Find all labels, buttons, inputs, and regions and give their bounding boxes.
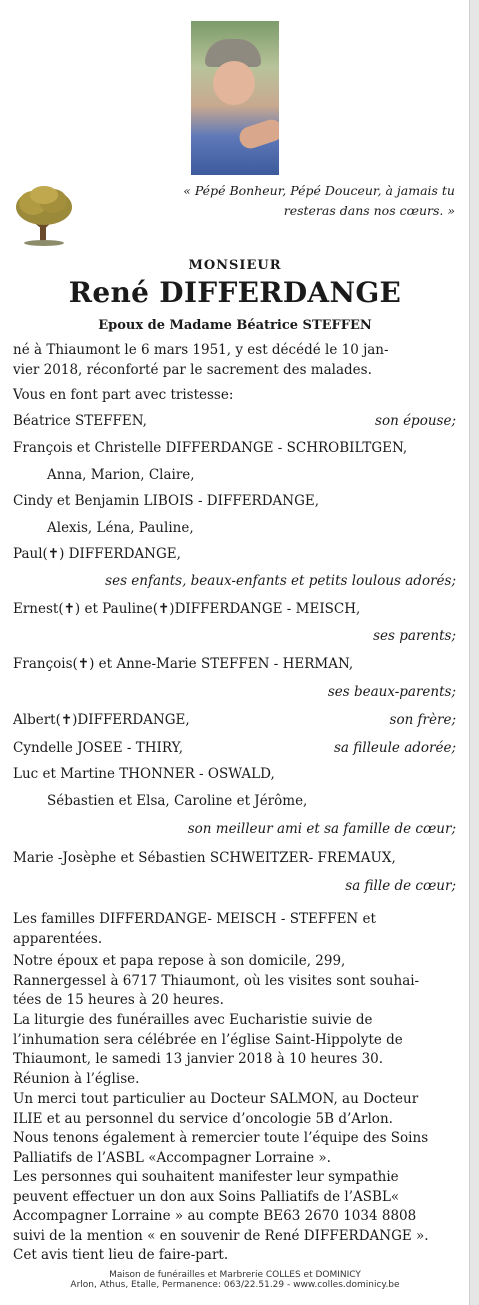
text-line: Réunion à l’église. [13, 1071, 140, 1087]
family-relation: sa fille de cœur; [345, 878, 456, 894]
notice-paragraph [13, 1070, 457, 1090]
notice-paragraph [13, 910, 457, 949]
text-line: Cet avis tient lieu de faire-part. [13, 1247, 229, 1263]
birth-death-info [13, 341, 457, 380]
honorific: MONSIEUR [188, 258, 282, 273]
family-row [13, 518, 456, 538]
family-row [13, 411, 456, 431]
family-row [13, 654, 456, 674]
family-member: Cindy et Benjamin LIBOIS - DIFFERDANGE, [13, 493, 320, 509]
text-line: La liturgie des funérailles avec Eucharistie suivie de [13, 1012, 373, 1028]
text-line: Thiaumont, le samedi 13 janvier 2018 à 10 heures 30. [13, 1051, 384, 1067]
footer-line: Arlon, Athus, Etalle, Permanence: 063/22.51.29 - www.colles.dominicy.be [70, 1280, 400, 1290]
notice-paragraph [13, 952, 457, 1011]
family-relation: son épouse; [375, 413, 456, 429]
text-line: né à Thiaumont le 6 mars 1951, y est décédé le 10 jan- [13, 342, 389, 358]
portrait-photo [191, 21, 279, 175]
family-row [13, 710, 456, 730]
funeral-home-footer [0, 1270, 470, 1290]
family-member: Luc et Martine THONNER - OSWALD, [13, 766, 275, 782]
text-line: ILIE et au personnel du service d’oncologie 5B d’Arlon. [13, 1110, 393, 1127]
text-line: Un merci tout particulier au Docteur SALMON, au Docteur [13, 1091, 419, 1107]
text-line: Les familles DIFFERDANGE- MEISCH - STEFFEN et [13, 911, 376, 927]
family-member: François(✝) et Anne-Marie STEFFEN - HERMAN, [13, 656, 354, 672]
family-member: Alexis, Léna, Pauline, [47, 520, 194, 536]
text-line: tées de 15 heures à 20 heures. [13, 992, 224, 1008]
family-row [13, 465, 456, 485]
spouse-line: Epoux de Madame Béatrice STEFFEN [98, 318, 372, 333]
text-line: peuvent effectuer un don aux Soins Palliatifs de l’ASBL« [13, 1188, 400, 1205]
announcement-intro: Vous en font part avec tristesse: [13, 387, 234, 403]
family-member: François et Christelle DIFFERDANGE - SCHROBILTGEN, [13, 440, 408, 456]
family-row [13, 764, 456, 784]
family-relation: son frère; [389, 712, 456, 728]
family-row [13, 438, 456, 458]
family-row [13, 819, 456, 839]
family-relation: sa filleule adorée; [334, 740, 456, 756]
quote-line: resteras dans nos cœurs. » [283, 203, 455, 218]
text-line: suivi de la mention « en souvenir de René DIFFERDANGE ». [13, 1227, 429, 1244]
family-member: Marie -Josèphe et Sébastien SCHWEITZER- FREMAUX, [13, 850, 396, 866]
text-line: Notre époux et papa repose à son domicile, 299, [13, 953, 346, 969]
footer-line: Maison de funérailles et Marbrerie COLLES et DOMINICY [109, 1270, 361, 1280]
notice-paragraph [13, 1246, 457, 1266]
family-member: Cyndelle JOSEE - THIRY, [13, 740, 184, 756]
notice-paragraph [13, 1090, 457, 1168]
family-member: Sébastien et Elsa, Caroline et Jérôme, [47, 793, 308, 809]
family-relation: ses beaux-parents; [327, 684, 456, 700]
family-row [13, 544, 456, 564]
text-line: Les personnes qui souhaitent manifester leur sympathie [13, 1169, 399, 1185]
family-relation: ses enfants, beaux-enfants et petits loulous adorés; [105, 573, 456, 589]
notice-paragraph [13, 1168, 457, 1246]
tree-icon [11, 183, 77, 247]
family-row [13, 791, 456, 811]
family-member: Albert(✝)DIFFERDANGE, [13, 712, 190, 728]
text-line: Palliatifs de l’ASBL «Accompagner Lorraine ». [13, 1149, 331, 1166]
notice-paragraph [13, 1011, 457, 1070]
family-relation: ses parents; [373, 628, 456, 644]
text-line: l’inhumation sera célébrée en l’église Saint-Hippolyte de [13, 1031, 403, 1048]
text-line: Nous tenons également à remercier toute l’équipe des Soins [13, 1130, 429, 1146]
text-line: apparentées. [13, 930, 103, 947]
family-member: Béatrice STEFFEN, [13, 413, 147, 429]
family-row [13, 682, 456, 702]
family-member: Paul(✝) DIFFERDANGE, [13, 546, 181, 562]
family-row [13, 626, 456, 646]
family-member: Ernest(✝) et Pauline(✝)DIFFERDANGE - MEISCH, [13, 601, 361, 617]
family-row [13, 738, 456, 758]
family-row [13, 571, 456, 591]
family-relation: son meilleur ami et sa famille de cœur; [187, 821, 456, 837]
text-line: Rannergessel à 6717 Thiaumont, où les visites sont souhai- [13, 972, 420, 989]
family-row [13, 848, 456, 868]
family-row [13, 491, 456, 511]
family-row [13, 876, 456, 896]
quote-line: « Pépé Bonheur, Pépé Douceur, à jamais tu [183, 183, 455, 198]
text-line: vier 2018, réconforté par le sacrement des malades. [13, 361, 372, 378]
deceased-name: René DIFFERDANGE [68, 276, 402, 309]
family-row [13, 599, 456, 619]
family-member: Anna, Marion, Claire, [47, 467, 195, 483]
text-line: Accompagner Lorraine » au compte BE63 2670 1034 8808 [13, 1208, 417, 1224]
memorial-quote [135, 181, 455, 221]
